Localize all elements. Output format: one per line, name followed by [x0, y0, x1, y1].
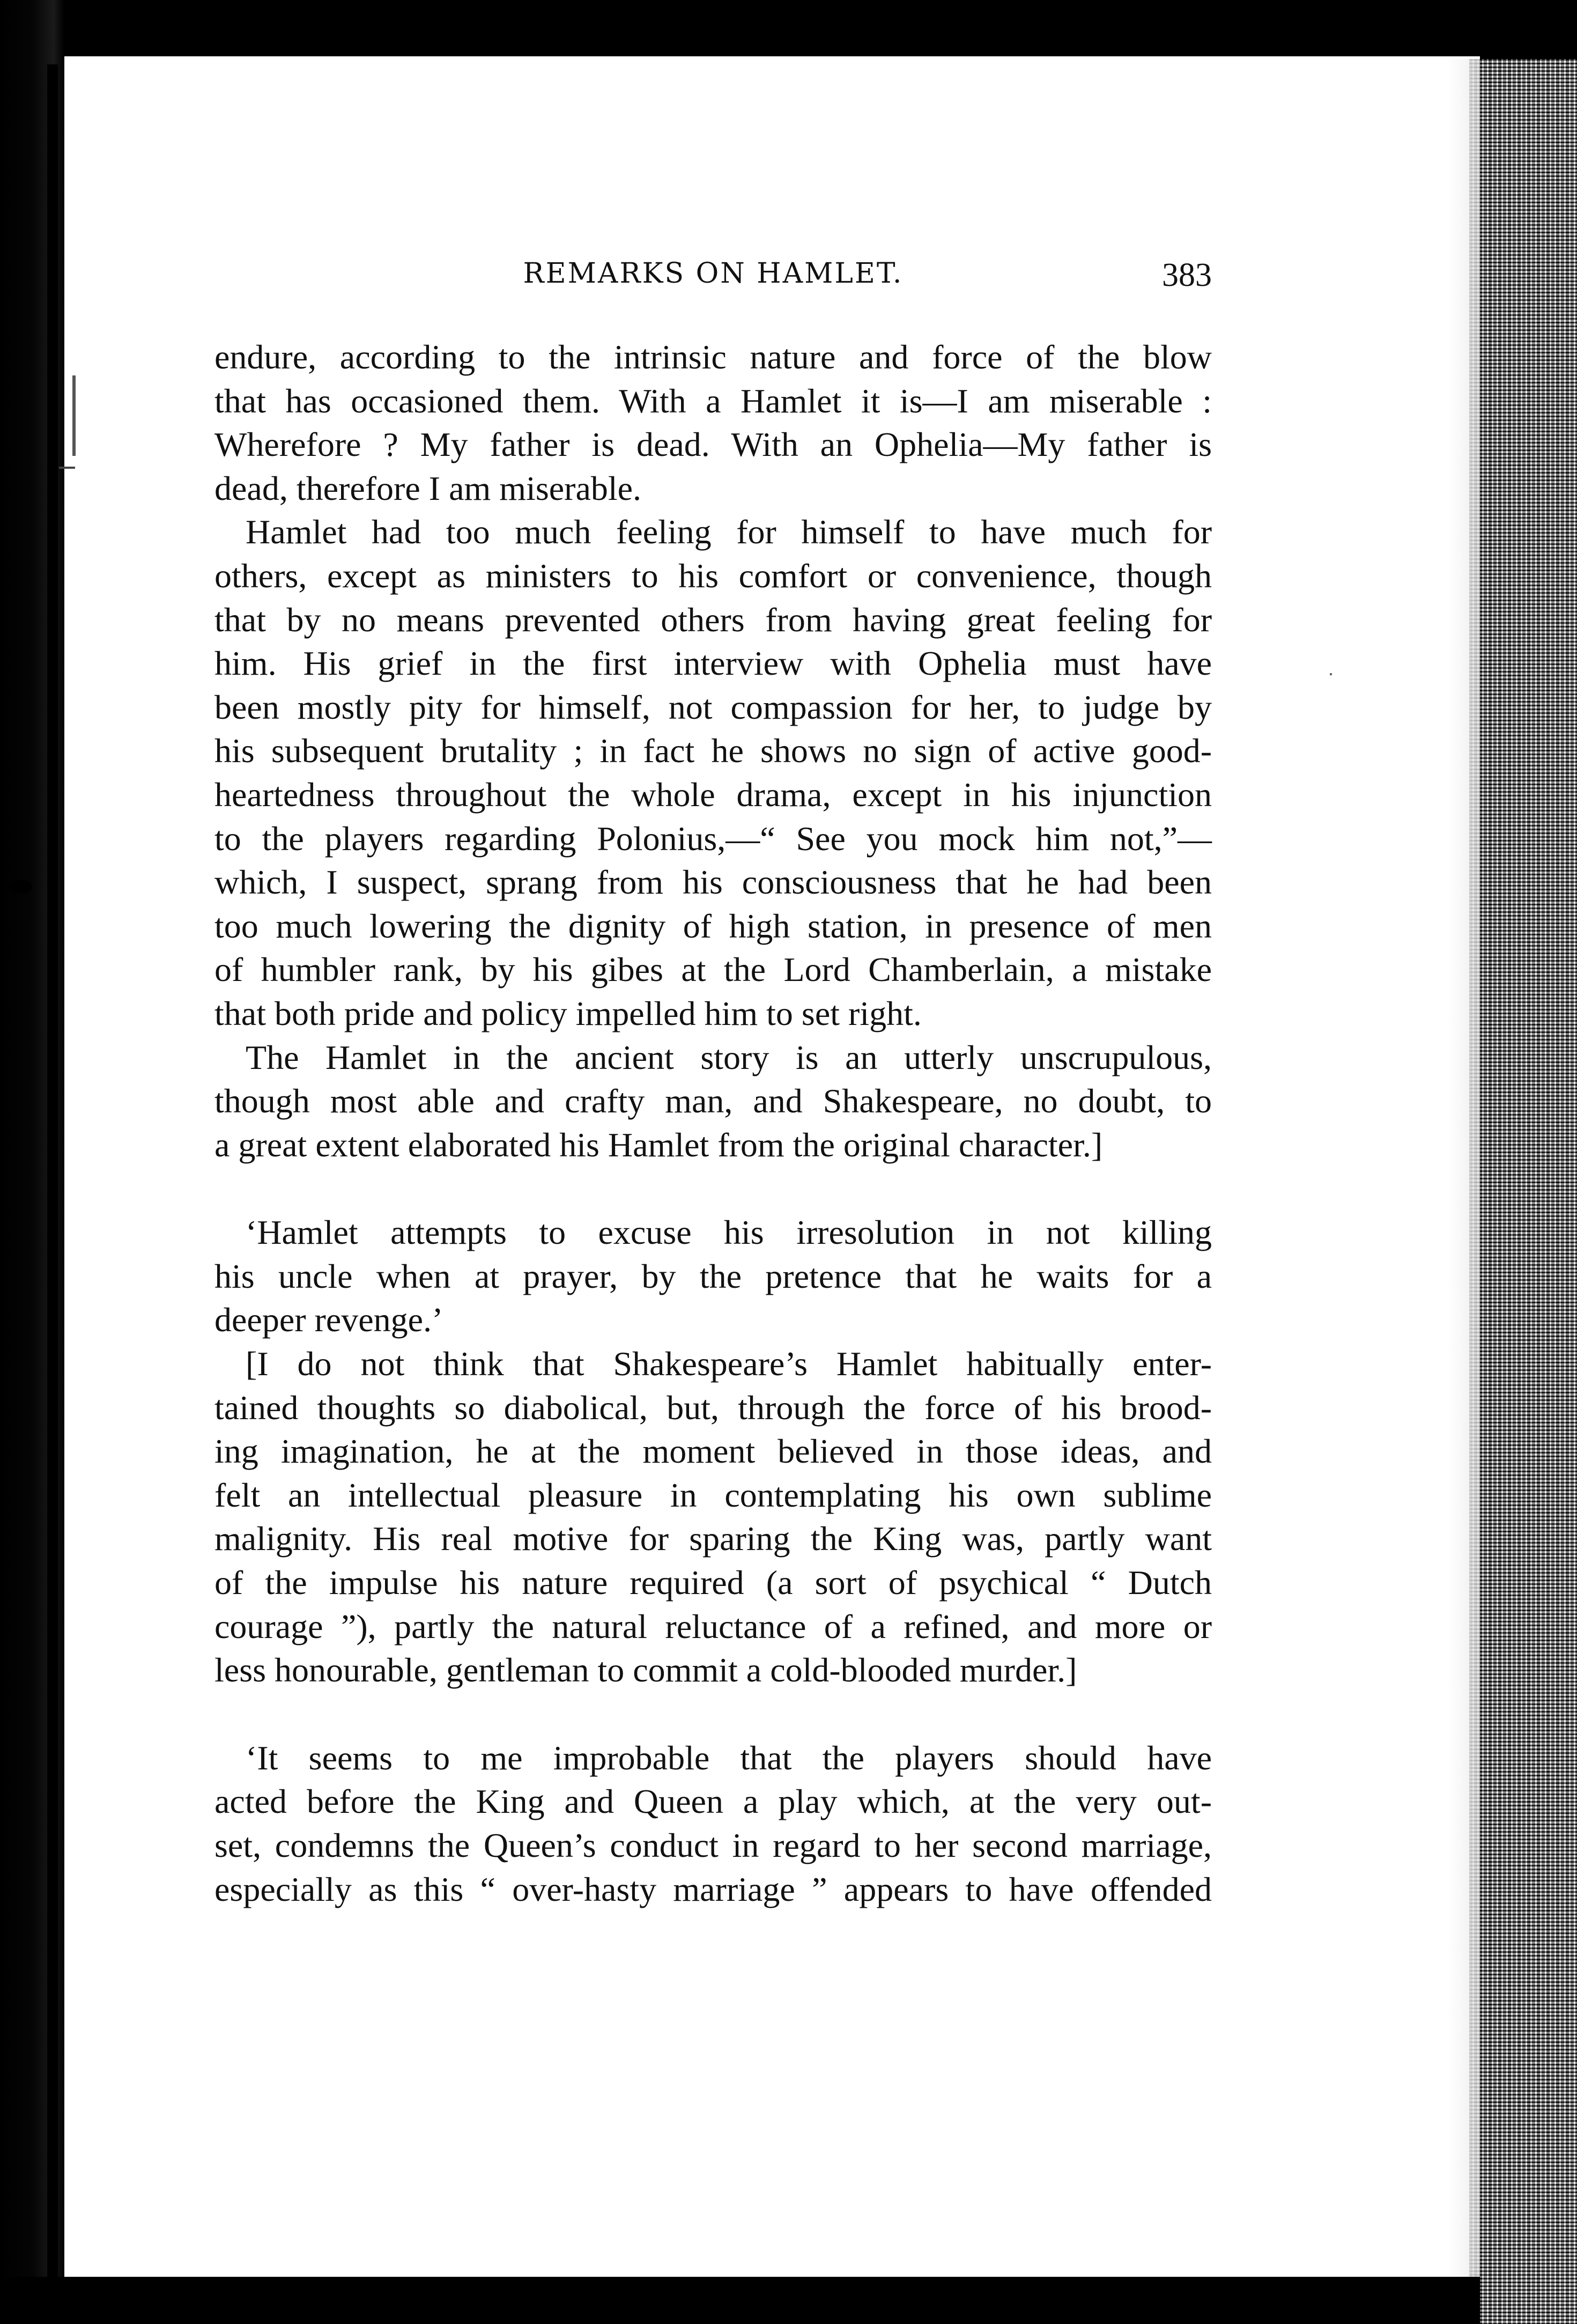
text-line: to the players regarding Polonius,—“ See you mock him not,”— — [214, 819, 1212, 858]
text-line: that by no means prevented others from having great feeling for — [214, 600, 1212, 639]
text-line: felt an intellectual pleasure in contemplating his own sublime — [214, 1475, 1212, 1514]
text-line: a great extent elaborated his Hamlet from the original character.] — [214, 1125, 1103, 1164]
text-line: been mostly pity for himself, not compassion for her, to judge by — [214, 688, 1212, 726]
text-line: ‘It seems to me improbable that the players should have — [246, 1738, 1212, 1777]
margin-speck — [1330, 673, 1332, 675]
text-line: ing imagination, he at the moment believed in those ideas, and — [214, 1432, 1212, 1471]
text-line: [I do not think that Shakespeare’s Hamlet habitually enter- — [246, 1345, 1212, 1383]
text-line: acted before the King and Queen a play which, at the very out- — [214, 1782, 1212, 1821]
paragraph — [214, 335, 1212, 510]
text-line: others, except as ministers to his comfort or convenience, though — [214, 556, 1212, 595]
text-line: though most able and crafty man, and Shakespeare, no doubt, to — [214, 1082, 1212, 1120]
section-gap — [214, 1167, 1212, 1211]
scan-bottom-border — [0, 2277, 1480, 2324]
text-line: Wherefore ? My father is dead. With an Ophelia—My father is — [214, 425, 1212, 464]
text-line: his subsequent brutality ; in fact he shows no sign of active good- — [214, 732, 1212, 770]
margin-speck — [59, 467, 75, 469]
text-line: of the impulse his nature required (a sort of psychical “ Dutch — [214, 1563, 1212, 1602]
body-text — [214, 335, 1212, 1911]
text-line: The Hamlet in the ancient story is an utterly unscrupulous, — [246, 1038, 1212, 1076]
text-line: tained thoughts so diabolical, but, through the force of his brood- — [214, 1388, 1212, 1427]
paragraph — [214, 1211, 1212, 1342]
text-line: deeper revenge.’ — [214, 1301, 443, 1339]
text-line: his uncle when at prayer, by the pretence that he waits for a — [214, 1257, 1212, 1295]
running-head: REMARKS ON HAMLET. — [523, 257, 904, 290]
text-line: ‘Hamlet attempts to excuse his irresolution in not killing — [246, 1213, 1212, 1252]
text-line: him. His grief in the first interview with Ophelia must have — [214, 644, 1212, 683]
margin-speck — [9, 880, 32, 894]
page-number: 383 — [1162, 257, 1212, 293]
text-line: malignity. His real motive for sparing the King was, partly want — [214, 1519, 1212, 1558]
binding-rule — [47, 64, 58, 2296]
scan-top-border — [0, 0, 1577, 59]
text-line: that both pride and policy impelled him to set right. — [214, 994, 922, 1032]
paragraph — [214, 510, 1212, 1035]
text-line: set, condemns the Queen’s conduct in regard to her second marriage, — [214, 1826, 1212, 1864]
text-line: of humbler rank, by his gibes at the Lord Chamberlain, a mistake — [214, 950, 1212, 989]
text-line: dead, therefore I am miserable. — [214, 469, 642, 507]
paragraph — [214, 1036, 1212, 1167]
text-line: that has occasioned them. With a Hamlet it is—I am miserable : — [214, 381, 1212, 420]
margin-speck — [72, 375, 76, 456]
paragraph — [214, 1736, 1212, 1911]
text-line: less honourable, gentleman to commit a cold-blooded murder.] — [214, 1651, 1077, 1689]
text-line: heartedness throughout the whole drama, except in his injunction — [214, 775, 1212, 814]
text-line: too much lowering the dignity of high station, in presence of men — [214, 906, 1212, 945]
text-line: endure, according to the intrinsic nature and force of the blow — [214, 338, 1212, 376]
page-stack-edge — [1469, 59, 1577, 2324]
text-line: which, I suspect, sprang from his consciousness that he had been — [214, 863, 1212, 902]
paragraph — [214, 1342, 1212, 1692]
page-edge-fade — [1448, 59, 1480, 2279]
text-line: especially as this “ over-hasty marriage ” appears to have offended — [214, 1870, 1212, 1908]
text-line: Hamlet had too much feeling for himself to have much for — [246, 513, 1212, 551]
section-gap — [214, 1692, 1212, 1736]
text-line: courage ”), partly the natural reluctance of a refined, and more or — [214, 1607, 1212, 1646]
